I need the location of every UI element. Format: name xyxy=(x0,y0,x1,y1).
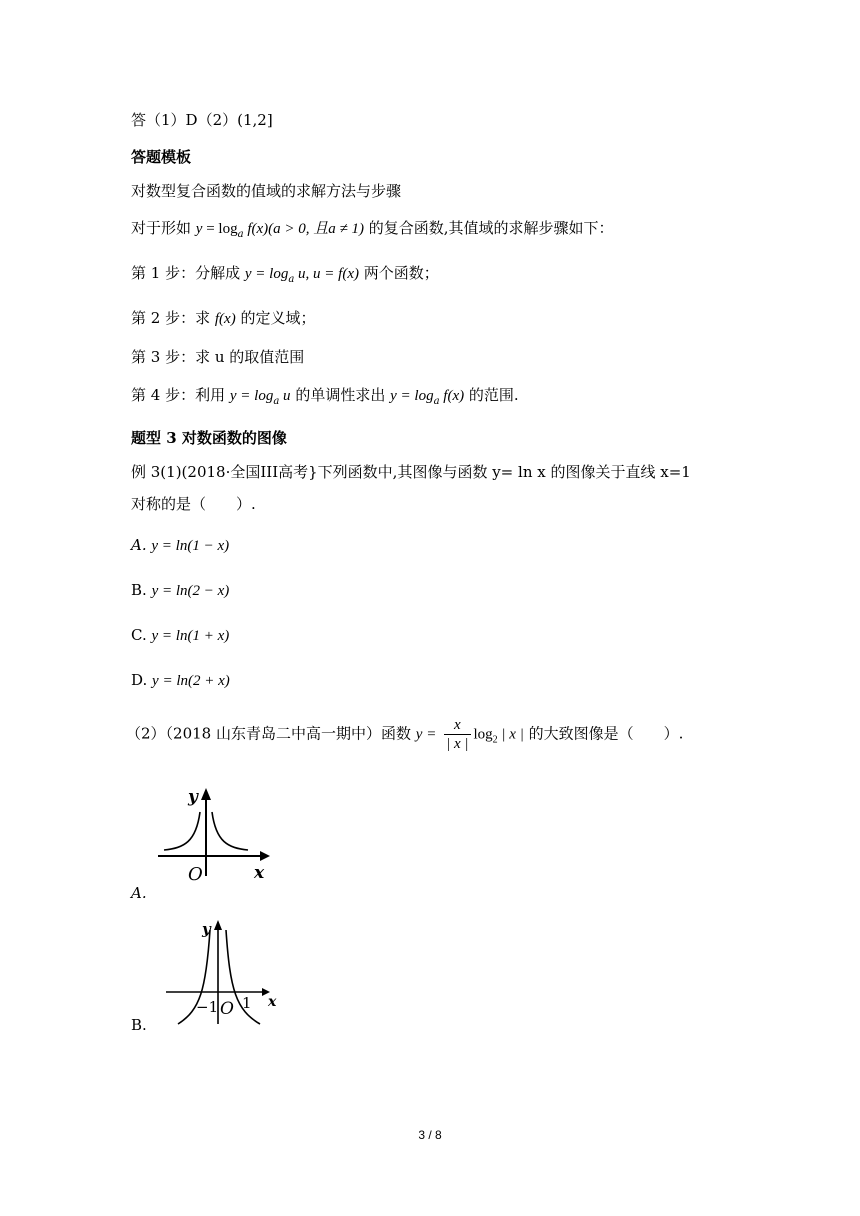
q2-suffix: 的大致图像是（ ）. xyxy=(528,724,684,743)
q2-fraction xyxy=(444,716,470,753)
option-d xyxy=(131,670,230,691)
step-4-math1: y = log xyxy=(229,388,274,404)
step-4-suffix: 的范围. xyxy=(468,386,519,404)
step-1-math1: y = log xyxy=(244,266,289,282)
step-1-math2: u, u = f(x) xyxy=(294,266,359,282)
graph-a-origin: O xyxy=(188,864,203,885)
step-1-suffix: 两个函数； xyxy=(363,264,439,282)
step-4 xyxy=(131,385,519,412)
template-heading: 答题模板 xyxy=(131,148,192,166)
graph-b-y-arrow xyxy=(214,920,222,930)
question-2 xyxy=(126,716,683,753)
step-4-mid: 的单调性求出 xyxy=(295,386,386,404)
step-4-prefix: 第 4 步：利用 xyxy=(131,386,226,404)
step-4-sub3: a xyxy=(433,396,440,407)
option-b-letter: B. xyxy=(131,581,147,599)
option-b xyxy=(131,580,229,601)
option-c-expr: y = ln(1 + x) xyxy=(151,628,230,644)
option-c-letter: C. xyxy=(131,626,147,644)
step-4-math2: u xyxy=(279,388,291,404)
step-1 xyxy=(131,263,439,290)
option-a xyxy=(131,535,229,556)
option-b-expr: y = ln(2 − x) xyxy=(151,583,230,599)
q2-frac-num: x xyxy=(444,716,470,735)
step-1-prefix: 第 1 步：分解成 xyxy=(131,264,241,282)
q2-frac-den: | x | xyxy=(446,736,469,752)
option-a-letter: A. xyxy=(131,536,147,554)
graph-b xyxy=(160,912,290,1032)
q2-log-arg: | x | xyxy=(497,726,524,743)
graph-a-y-label: y xyxy=(188,787,198,807)
graph-a-y-arrow xyxy=(201,788,211,800)
step-3 xyxy=(131,347,304,367)
q2-log-sub: 2 xyxy=(492,734,498,746)
example-line-1: 例 3(1)(2018·全国III高考}下列函数中,其图像与函数 y= ln x 的图像关于直线 x=1 xyxy=(131,463,691,481)
q2-prefix: （2）（2018 山东青岛二中高一期中）函数 xyxy=(126,724,411,743)
intro-formula-eq: = log xyxy=(202,221,238,237)
graph-a-x-arrow xyxy=(260,851,270,861)
option-d-letter: D. xyxy=(131,671,148,689)
method-title: 对数型复合函数的值域的求解方法与步骤 xyxy=(131,182,402,200)
step-3-prefix: 第 3 步：求 u 的取值范围 xyxy=(131,348,305,366)
intro-formula-y: y xyxy=(195,221,203,237)
graph-a-x-label: x xyxy=(254,863,265,883)
graph-b-neg-tick: −1 xyxy=(196,998,219,1016)
step-2-prefix: 第 2 步：求 xyxy=(131,309,211,327)
q2-y-eq: y = xyxy=(415,726,437,743)
graph-b-choice: B. xyxy=(131,1016,147,1034)
answer-line: 答（1）D（2）(1,2] xyxy=(131,111,273,129)
option-c xyxy=(131,625,229,646)
section-heading: 题型 3 对数函数的图像 xyxy=(131,429,287,447)
intro-suffix: 的复合函数,其值域的求解步骤如下： xyxy=(368,219,614,237)
q2-log: log xyxy=(473,726,493,743)
example-line-2: 对称的是（ ）. xyxy=(131,495,256,513)
graph-a-right-curve xyxy=(212,812,248,850)
graph-a-left-curve xyxy=(164,812,200,850)
step-1-sub: a xyxy=(288,274,295,285)
graph-a-choice: A. xyxy=(131,884,147,902)
step-2 xyxy=(131,308,316,329)
graph-b-y-label: y xyxy=(202,920,211,938)
intro-formula-sub: a xyxy=(237,229,244,240)
intro-formula-rest: f(x)(a > 0, 且a ≠ 1) xyxy=(243,221,364,237)
page-number: 3 / 8 xyxy=(418,1128,442,1142)
graph-b-pos-tick: 1 xyxy=(242,994,252,1012)
step-4-math4: f(x) xyxy=(439,388,465,404)
graph-b-origin: O xyxy=(220,999,234,1019)
intro-prefix: 对于形如 xyxy=(131,219,192,237)
step-4-sub: a xyxy=(273,396,280,407)
graph-b-x-label: x xyxy=(268,994,277,1010)
step-2-suffix: 的定义域； xyxy=(240,309,316,327)
step-4-math3: y = log xyxy=(390,388,434,404)
intro-line xyxy=(131,218,614,245)
graph-a xyxy=(150,782,280,886)
option-a-expr: y = ln(1 − x) xyxy=(151,538,230,554)
step-2-math1: f(x) xyxy=(214,311,236,327)
option-d-expr: y = ln(2 + x) xyxy=(152,673,230,689)
